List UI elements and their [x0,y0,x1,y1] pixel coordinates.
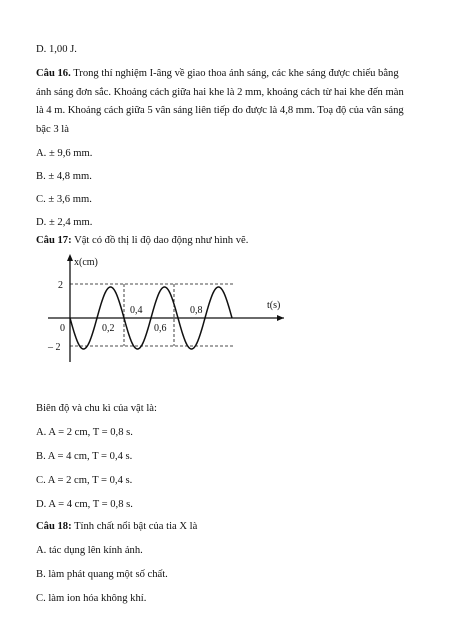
q18-option-a: A. tác dụng lên kính ảnh. [36,545,143,556]
q17-line [36,234,248,247]
q16-option-a: A. ± 9,6 mm. [36,148,93,159]
oscillation-graph-svg [44,250,284,362]
prev-option-d: D. 1,00 J. [36,44,77,55]
t-label-0-6: 0,6 [154,323,167,334]
q18-option-b: B. làm phát quang một số chất. [36,569,168,580]
q16-text-1: Trong thí nghiệm I-âng về giao thoa ánh sáng, các khe sáng được chiếu bằng [70,68,399,79]
q16-line-2: ánh sáng đơn sắc. Khoảng cách giữa hai khe là 2 mm, khoảng cách từ hai khe đến màn [36,87,404,98]
q18-option-c: C. làm ion hóa không khí. [36,593,147,604]
q18-line [36,520,197,533]
q18-number: Câu 18: [36,521,72,532]
q18-text: Tính chất nổi bật của tia X là [71,521,198,532]
q17-option-b: B. A = 4 cm, T = 0,4 s. [36,451,133,462]
x-axis-label: x(cm) [74,257,98,268]
q16-option-d: D. ± 2,4 mm. [36,217,93,228]
t-label-0-4: 0,4 [130,305,143,316]
q16-line-1 [36,67,399,80]
q16-option-c: C. ± 3,6 mm. [36,194,92,205]
t-label-0-8: 0,8 [190,305,203,316]
q17-option-d: D. A = 4 cm, T = 0,8 s. [36,499,133,510]
q16-line-3: là 4 m. Khoảng cách giữa 5 vân sáng liên tiếp đo được là 4,8 mm. Toạ độ của vân sáng [36,105,404,116]
t-label-0-2: 0,2 [102,323,115,334]
q16-line-4: bậc 3 là [36,124,69,135]
x-axis-arrow [67,254,73,261]
q17-option-c: C. A = 2 cm, T = 0,4 s. [36,475,133,486]
q16-number: Câu 16. [36,68,71,79]
t-axis-arrow [277,315,284,321]
q16-option-b: B. ± 4,8 mm. [36,171,92,182]
q17-option-a: A. A = 2 cm, T = 0,8 s. [36,427,133,438]
origin-label: 0 [60,323,65,334]
oscillation-graph [44,250,284,362]
q17-prompt: Biên độ và chu kì của vật là: [36,403,157,414]
tick-label-pos-amplitude: 2 [58,280,63,291]
q17-text: Vật có đồ thị li độ dao động như hình vẽ. [71,235,249,246]
t-axis-label: t(s) [267,300,281,311]
q17-number: Câu 17: [36,235,72,246]
tick-label-neg-amplitude: – 2 [48,342,61,353]
